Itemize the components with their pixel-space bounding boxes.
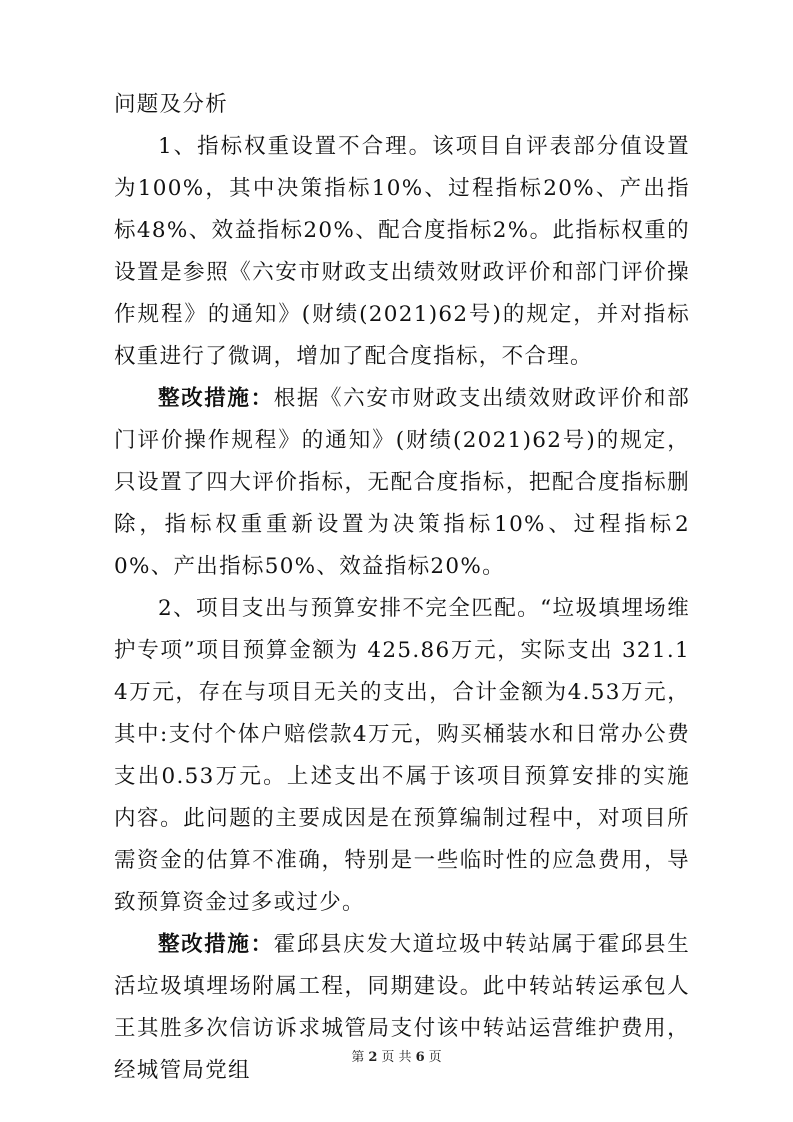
section-heading: 问题及分析 [114,92,229,117]
paragraph-problem-1 [114,126,690,378]
footer-middle: 页 共 [381,1050,412,1065]
paragraph-text: 1、指标权重设置不合理。该项目自评表部分值设置为100%，其中决策指标10%、过程指标20%、产出指标48%、效益指标20%、配合度指标2%。此指标权重的设置是参照《六安市财政支出绩效财政评价和部门评价操作规程》的通知》(财绩(2021)62号)的规定，并对指标权重进行了微调，增加了配合度指标，不合理。 [114,134,690,369]
footer-suffix: 页 [428,1050,442,1065]
page-footer [0,1046,793,1065]
paragraph-text: 霍邱县庆发大道垃圾中转站属于霍邱县生活垃圾填埋场附属工程，同期建设。此中转站转运承包人王其胜多次信访诉求城管局支付该中转站运营维护费用，经城管局党组 [114,932,690,1083]
current-page-number: 2 [368,1050,378,1065]
paragraph-text: 根据《六安市财政支出绩效财政评价和部门评价操作规程》的通知》(财绩(2021)62号)的规定，只设置了四大评价指标，无配合度指标，把配合度指标删除，指标权重重新设置为决策指标10%、过程指标20%、产出指标50%、效益指标20%。 [114,386,690,579]
footer-prefix: 第 [351,1050,365,1065]
rectification-label: 整改措施： [158,386,274,411]
total-page-count: 6 [415,1050,425,1065]
rectification-label: 整改措施： [158,932,274,957]
paragraph-rectification-2 [114,924,690,1092]
paragraph-text: 2、项目支出与预算安排不完全匹配。“垃圾填埋场维护专项”项目预算金额为 425.86万元，实际支出 321.14万元，存在与项目无关的支出，合计金额为4.53万元，其中:支付个体户赔偿款4万元，购买桶装水和日常办公费支出0.53万元。上述支出不属于该项目预算安排的实施内容。此问题的主要成因是在预算编制过程中，对项目所需资金的估算不准确，特别是一些临时性的应急费用，导致预算资金过多或过少。 [114,596,690,915]
paragraph-problem-2 [114,588,690,924]
page-content [114,84,690,1092]
paragraph-rectification-1 [114,378,690,588]
